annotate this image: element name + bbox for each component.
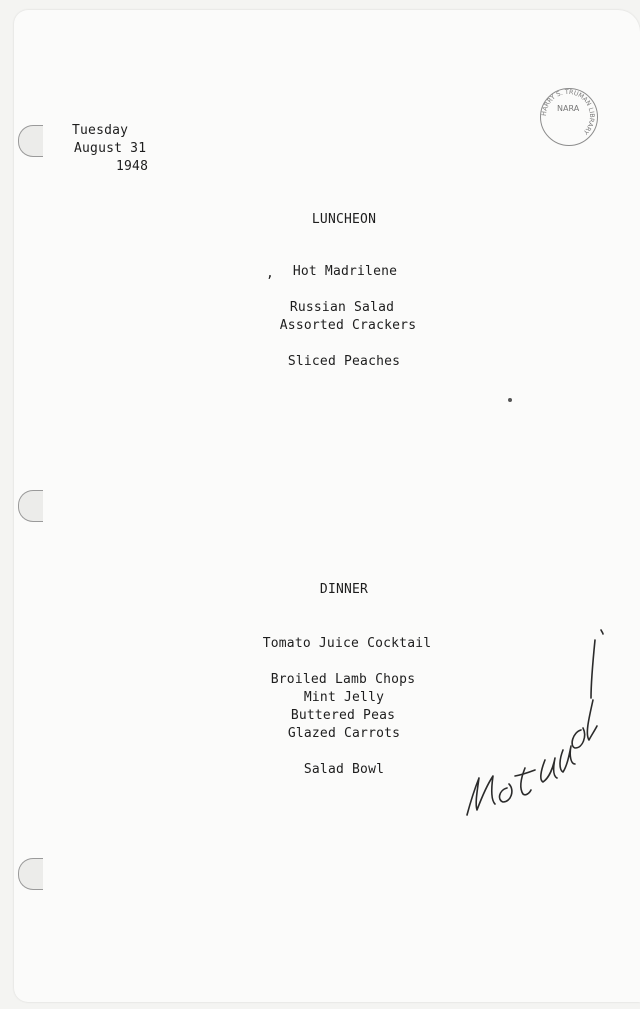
luncheon-item: Assorted Crackers <box>279 318 417 333</box>
luncheon-item: Russian Salad <box>289 300 395 315</box>
stamp-center-label: NARA <box>557 104 580 113</box>
dinner-item: Glazed Carrots <box>287 726 401 741</box>
date-year: 1948 <box>116 159 149 174</box>
paper-speck <box>508 398 512 402</box>
dinner-item: Broiled Lamb Chops <box>270 672 416 687</box>
typewriter-tick: , <box>266 266 275 281</box>
binder-hole-bottom <box>18 858 43 890</box>
dinner-item: Salad Bowl <box>303 762 385 777</box>
luncheon-item: Sliced Peaches <box>287 354 401 369</box>
binder-hole-middle <box>18 490 43 522</box>
svg-text:HARRY S. TRUMAN LIBRARY: HARRY S. TRUMAN LIBRARY <box>540 88 596 136</box>
dinner-item: Buttered Peas <box>290 708 396 723</box>
handwritten-annotation-not-used <box>455 600 605 830</box>
binder-hole-top <box>18 125 43 157</box>
date-month-day: August 31 <box>74 141 147 156</box>
dinner-item: Tomato Juice Cocktail <box>262 636 432 651</box>
library-stamp-text <box>536 84 600 148</box>
dinner-heading: DINNER <box>319 582 369 597</box>
menu-page <box>14 10 640 1002</box>
luncheon-item: Hot Madrilene <box>292 264 398 279</box>
date-weekday: Tuesday <box>72 123 129 138</box>
dinner-item: Mint Jelly <box>303 690 385 705</box>
luncheon-heading: LUNCHEON <box>311 212 377 227</box>
